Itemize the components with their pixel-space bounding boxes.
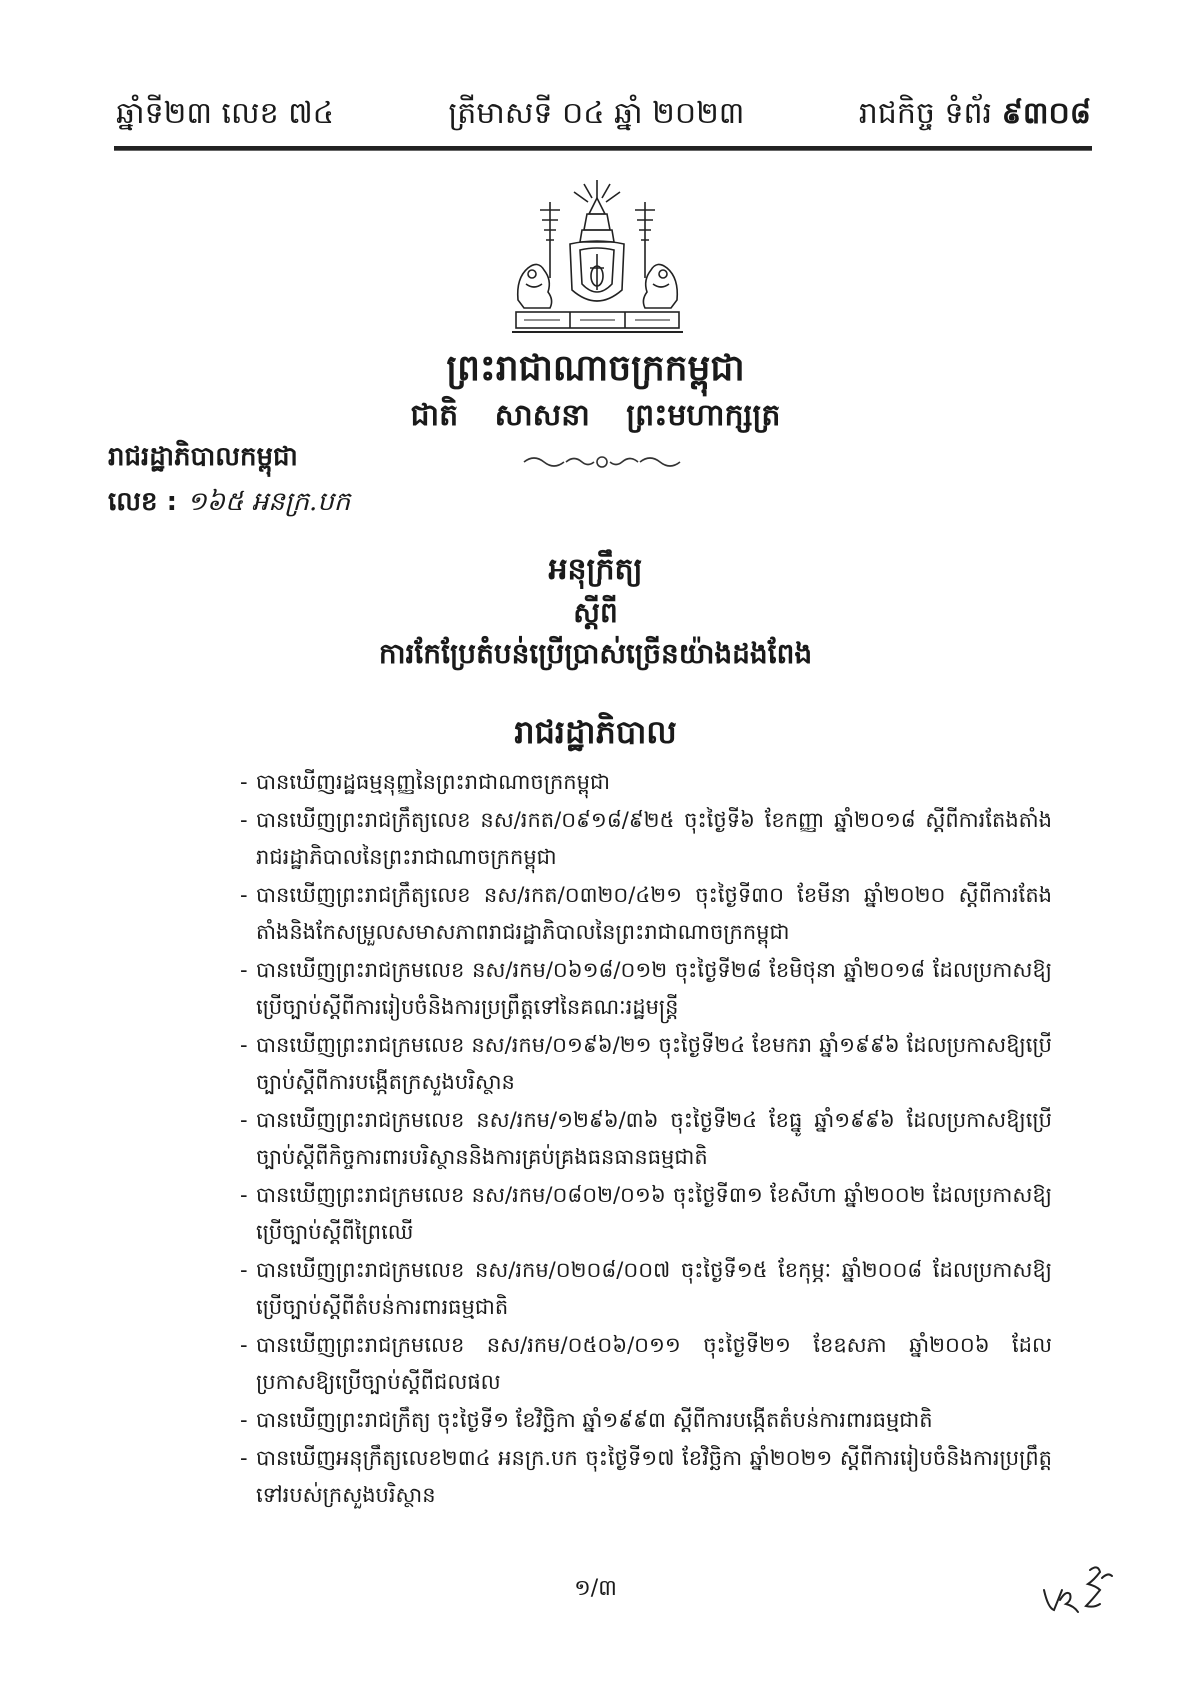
list-dash: - (240, 958, 248, 982)
list-dash: - (240, 1108, 248, 1132)
decree-number-label: លេខ : (108, 487, 177, 517)
list-dash: - (240, 1033, 248, 1057)
reference-text: បានឃើញព្រះរាជក្រឹត្យលេខ នស/រកត/០៩១៨/៩២៥ ចុះថ្ងៃទី៦ ខែកញ្ញា ឆ្នាំ២០១៨ ស្តីពីការតែងតាំងរាជរដ្ឋាភិបាលនៃព្រះរាជាណាចក្រកម្ពុជា (256, 808, 1052, 869)
decree-number (108, 485, 350, 523)
gazette-page-number: ៩៣០៨ (1001, 96, 1091, 131)
header-rule (114, 146, 1092, 151)
royal-emblem-icon (510, 180, 685, 340)
reference-text: បានឃើញព្រះរាជក្រមលេខ នស/រកម/០១៩៦/២១ ចុះថ្ងៃទី២៤ ខែមករា ឆ្នាំ១៩៩៦ ដែលប្រកាសឱ្យប្រើច្បាប់ស្តីពីការបង្កើតក្រសួងបរិស្ថាន (256, 1033, 1052, 1094)
kingdom-name: ព្រះរាជាណាចក្រកម្ពុជា (446, 348, 745, 389)
reference-text: បានឃើញព្រះរាជក្រមលេខ នស/រកម/០៨០២/០១៦ ចុះថ្ងៃទី៣១ ខែសីហា ឆ្នាំ២០០២ ដែលប្រកាសឱ្យប្រើច្បាប់ស្តីពីព្រៃឈើ (256, 1183, 1052, 1244)
list-item (240, 802, 1052, 876)
list-item (240, 1440, 1052, 1514)
gazette-page (859, 94, 1091, 138)
list-dash: - (240, 1446, 248, 1470)
reference-text: បានឃើញព្រះរាជក្រមលេខ នស/រកម/០៥០៦/០១១ ចុះថ្ងៃទី២១ ខែឧសភា ឆ្នាំ២០០៦ ដែលប្រកាសឱ្យប្រើច្បាប់ស្តីពីជលផល (256, 1333, 1052, 1394)
reference-text: បានឃើញព្រះរាជក្រឹត្យលេខ នស/រកត/០៣២០/៤២១ ចុះថ្ងៃទី៣០ ខែមីនា ឆ្នាំ២០២០ ស្តីពីការតែងតាំងនិងកែសម្រួលសមាសភាពរាជរដ្ឋាភិបាលនៃព្រះរាជាណាចក្រកម្ពុជា (256, 883, 1052, 944)
list-dash: - (240, 1183, 248, 1207)
list-dash: - (240, 770, 248, 794)
list-dash: - (240, 808, 248, 832)
list-item (240, 1327, 1052, 1401)
handwritten-initials-icon (1040, 1560, 1120, 1620)
gazette-year-issue: ឆ្នាំទី២៣ លេខ ៧៤ (116, 96, 334, 131)
list-item (240, 952, 1052, 1026)
list-dash: - (240, 1333, 248, 1357)
list-item (240, 1102, 1052, 1176)
ornament-divider-icon (522, 451, 682, 473)
list-dash: - (240, 1258, 248, 1282)
section-heading: រាជរដ្ឋាភិបាល (514, 713, 677, 751)
kingdom-motto: ជាតិ សាសនា ព្រះមហាក្សត្រ (410, 398, 781, 433)
gazette-header (116, 92, 1091, 140)
reference-text: បានឃើញព្រះរាជក្រឹត្យ ចុះថ្ងៃទី១ ខែវិច្ឆិកា ឆ្នាំ១៩៩៣ ស្តីពីការបង្កើតតំបន់ការពារធម្មជាតិ (256, 1408, 933, 1432)
reference-text: បានឃើញព្រះរាជក្រមលេខ នស/រកម/១២៩៦/៣៦ ចុះថ្ងៃទី២៤ ខែធ្នូ ឆ្នាំ១៩៩៦ ដែលប្រកាសឱ្យប្រើច្បាប់ស្តីពីកិច្ចការពារបរិស្ថាននិងការគ្រប់គ្រងធនធានធម្មជាតិ (256, 1108, 1052, 1169)
list-item (240, 764, 1052, 801)
reference-text: បានឃើញអនុក្រឹត្យលេខ២៣៤ អនក្រ.បក ចុះថ្ងៃទី១៧ ខែវិច្ឆិកា ឆ្នាំ២០២១ ស្តីពីការរៀបចំនិងការប្រព្រឹត្តទៅរបស់ក្រសួងបរិស្ថាន (256, 1446, 1052, 1507)
list-dash: - (240, 883, 248, 907)
list-item (240, 1177, 1052, 1251)
issuer-name: រាជរដ្ឋាភិបាលកម្ពុជា (108, 442, 298, 472)
decree-number-value: ១៦៥ អនក្រ.បក (186, 487, 351, 517)
document-subject: ការកែប្រែតំបន់ប្រើប្រាស់ច្រើនយ៉ាងដងពែង (378, 637, 813, 670)
page-number: ១/៣ (574, 1576, 617, 1601)
reference-text: បានឃើញរដ្ឋធម្មនុញ្ញនៃព្រះរាជាណាចក្រកម្ពុជា (256, 770, 610, 794)
reference-list (240, 764, 1052, 1515)
gazette-page-label: រាជកិច្ច ទំព័រ (858, 96, 993, 131)
reference-text: បានឃើញព្រះរាជក្រមលេខ នស/រកម/០២០៨/០០៧ ចុះថ្ងៃទី១៥ ខែកុម្ភៈ ឆ្នាំ២០០៨ ដែលប្រកាសឱ្យប្រើច្បាប់ស្តីពីតំបន់ការពារធម្មជាតិ (256, 1258, 1052, 1319)
document-type: អនុក្រឹត្យ (548, 552, 643, 587)
reference-text: បានឃើញព្រះរាជក្រមលេខ នស/រកម/០៦១៨/០១២ ចុះថ្ងៃទី២៨ ខែមិថុនា ឆ្នាំ២០១៨ ដែលប្រកាសឱ្យប្រើច្បាប់ស្តីពីការរៀបចំនិងការប្រព្រឹត្តទៅនៃគណៈរដ្ឋមន្ត្រី (256, 958, 1052, 1019)
document-about: ស្តីពី (573, 596, 618, 629)
list-item (240, 1027, 1052, 1101)
list-item (240, 877, 1052, 951)
list-item (240, 1402, 1052, 1439)
list-item (240, 1252, 1052, 1326)
gazette-date: ត្រីមាសទី ០៤ ឆ្នាំ ២០២៣ (448, 96, 745, 131)
list-dash: - (240, 1408, 248, 1432)
